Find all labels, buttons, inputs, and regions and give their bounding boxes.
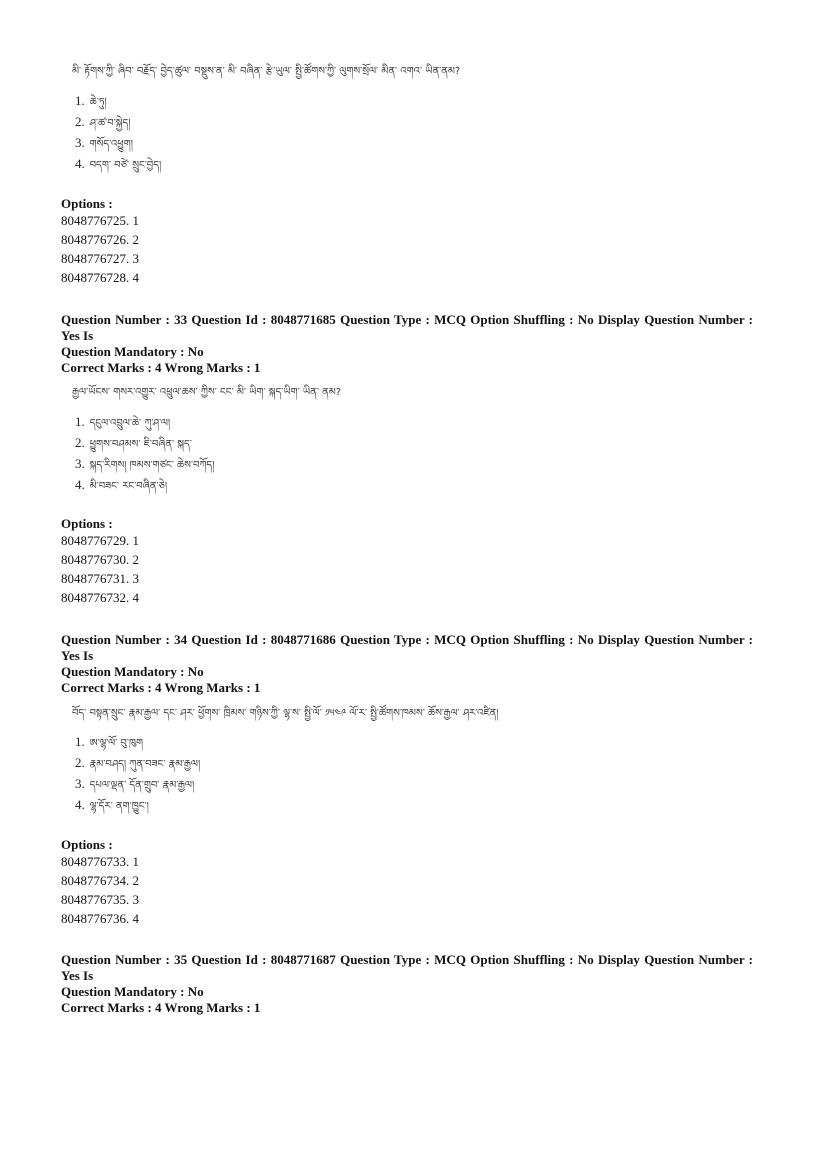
options-heading: Options : <box>61 196 113 211</box>
option-id: 8048776734. 2 <box>61 873 139 888</box>
options-list <box>61 211 139 287</box>
question-35-meta <box>61 952 753 1016</box>
question-33-text: རྒྱལ་ཡོངས་ གསར་འགྱུར་ འཕྲུལ་ཆས་ ཀྱིས་ ངང་ མི་ ཡིག་ སྐད་ཡིག་ ཡིན་ ནམ? <box>72 387 342 398</box>
choice-4: 4. བདག་ བཙེ་ སྲུང་བྱེད། <box>75 156 162 171</box>
option-id: 8048776728. 4 <box>61 270 139 285</box>
options-heading: Options : <box>61 516 113 531</box>
options-list <box>61 531 139 607</box>
choice-3: 3. གསོད་འཕྱུག། <box>75 135 133 150</box>
marks-line: Correct Marks : 4 Wrong Marks : 1 <box>61 680 261 695</box>
choice-3: 3. དཔལ་ལྡན་ དོན་གྲུབ་ རྣམ་རྒྱལ། <box>75 776 195 791</box>
option-id: 8048776731. 3 <box>61 571 139 586</box>
option-id: 8048776729. 1 <box>61 533 139 548</box>
marks-line: Correct Marks : 4 Wrong Marks : 1 <box>61 1000 261 1015</box>
question-meta-line: Question Number : 35 Question Id : 8048771687 Question Type : MCQ Option Shuffling : No Display Question Number : Yes Is <box>61 952 753 983</box>
option-id: 8048776735. 3 <box>61 892 139 907</box>
question-32-choices <box>75 90 475 174</box>
question-meta-line: Question Number : 33 Question Id : 8048771685 Question Type : MCQ Option Shuffling : No Display Question Number : Yes Is <box>61 312 753 343</box>
question-34-meta <box>61 632 753 696</box>
question-34-choices <box>75 731 475 815</box>
options-list <box>61 852 139 928</box>
choice-2: 2. རྣམ་བཤད། ཀུན་བཟང་ རྣམ་རྒྱལ། <box>75 755 201 770</box>
choice-4: 4. མི་བཟང་ རང་བཞིན་ཅེ། <box>75 477 168 492</box>
question-meta-line: Question Number : 34 Question Id : 8048771686 Question Type : MCQ Option Shuffling : No Display Question Number : Yes Is <box>61 632 753 663</box>
choice-2: 2. ཤ་ཚ་བ་སྐྱེད། <box>75 114 131 129</box>
marks-line: Correct Marks : 4 Wrong Marks : 1 <box>61 360 261 375</box>
choice-1: 1. ཨ་ལྷ་ལོ་ བུ་ཁུག <box>75 734 143 749</box>
option-id: 8048776730. 2 <box>61 552 139 567</box>
option-id: 8048776736. 4 <box>61 911 139 926</box>
question-32-text: མི་ རྟོགས་ཀྱི་ ཞིབ་ བརྗོད་ བྱེད་ཚུལ་ བསྡུས་ན་ མི་ བཞིན་ རྩེ་ཡུལ་ སྤྱི་ཚོགས་ཀྱི་ ལུགས་སྲོལ་ མིན་ འགའ་ ཡིན་ནམ? <box>72 66 461 77</box>
question-33-meta <box>61 312 753 376</box>
option-id: 8048776732. 4 <box>61 590 139 605</box>
option-id: 8048776727. 3 <box>61 251 139 266</box>
question-meta-line: Question Mandatory : No <box>61 344 204 359</box>
option-id: 8048776733. 1 <box>61 854 139 869</box>
choice-2: 2. ཕྱུགས་བཤམས་ ཇི་བཞིན་ སྐད་ <box>75 435 192 450</box>
question-34-text: བོད་ བསྟན་སྲུང་ རྣམ་རྒྱལ་ དང་ ཤར་ ཕྱོགས་ ཁྲིམས་ གཉིས་ཀྱི་ ལྷ་ས་ སྤྱི་ལོ་ ༡༥༤༩ ལོ་ར་ སྤྱི་ཚོགས་ཁམས་ ཆོས་རྒྱལ་ ཤར་འཛིན། <box>72 708 499 719</box>
option-id: 8048776726. 2 <box>61 232 139 247</box>
choice-3: 3. སྐད་རིགས། ཁམས་གཙང་ ཆེས་བཀོད། <box>75 456 215 471</box>
question-33-choices <box>75 411 475 495</box>
question-meta-line: Question Mandatory : No <box>61 664 204 679</box>
options-heading: Options : <box>61 837 113 852</box>
choice-1: 1. དངུལ་འབྲུལ་ཆེ་ ཀུ་ཤ་ལ། <box>75 414 171 429</box>
option-id: 8048776725. 1 <box>61 213 139 228</box>
choice-1: 1. ཆེ་ཏུ། <box>75 93 107 108</box>
question-meta-line: Question Mandatory : No <box>61 984 204 999</box>
choice-4: 4. ལྷ་དོར་ ནག་ཁྱུང་། <box>75 797 149 812</box>
